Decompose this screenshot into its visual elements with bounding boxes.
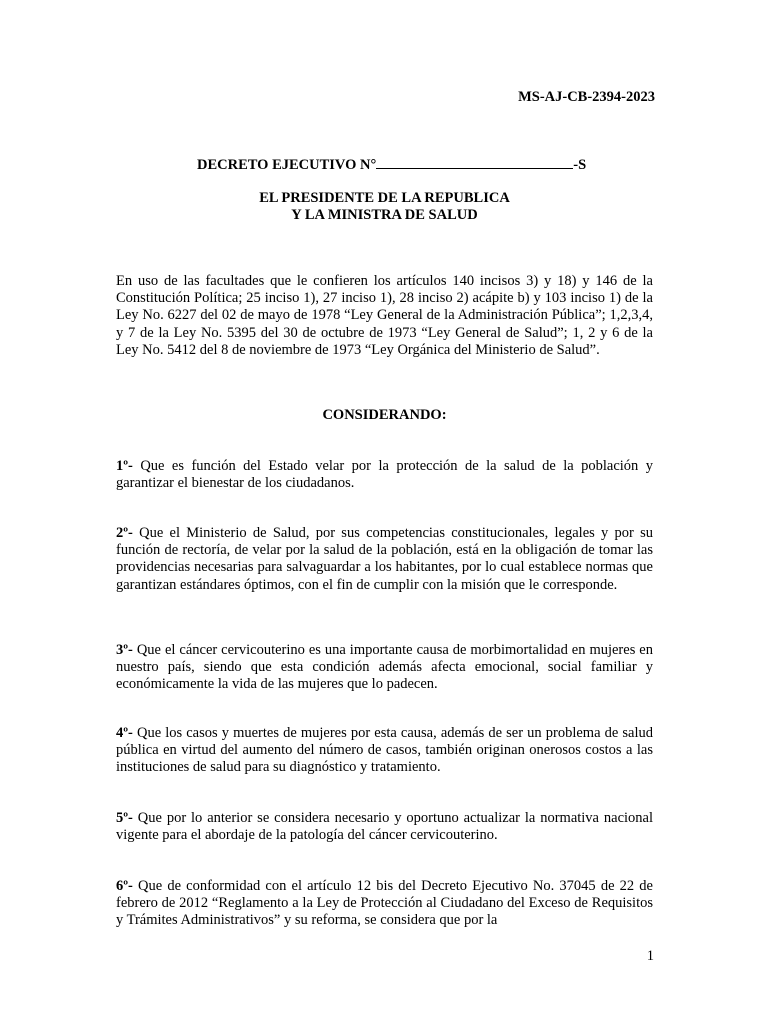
document-reference: MS-AJ-CB-2394-2023 bbox=[518, 89, 655, 105]
page-number: 1 bbox=[646, 948, 654, 964]
considerando-text: Que el Ministerio de Salud, por sus competencias constitucionales, legales y por su función de rectoría, de velar por la salud de la población, está en la obligación de tomar las providencias necesarias para salvaguardar a los habitantes, por lo cual establece normas que garantizan estándares óptimos, con el fin de cumplir con la misión que le corresponde. bbox=[116, 525, 653, 593]
considerando-number: 5º- bbox=[116, 810, 133, 826]
considerando-text: Que por lo anterior se considera necesario y oportuno actualizar la normativa nacional vigente para el abordaje de la patología del cáncer cervicouterino. bbox=[116, 810, 653, 844]
considerando-text: Que de conformidad con el artículo 12 bis del Decreto Ejecutivo No. 37045 de 22 de febrero de 2012 “Reglamento a la Ley de Protección al Ciudadano del Exceso de Requisitos y Trámites Administrativos” y su reforma, se considera que por la bbox=[116, 878, 653, 929]
considerando-text: Que los casos y muertes de mujeres por esta causa, además de ser un problema de salud pública en virtud del aumento del número de casos, también originan onerosos costos a las instituciones de salud para su diagnóstico y tratamiento. bbox=[116, 725, 653, 776]
considerando-number: 1º- bbox=[116, 458, 133, 474]
considerando-heading: CONSIDERANDO: bbox=[322, 407, 447, 423]
decree-number-line bbox=[197, 155, 586, 174]
considerando-item bbox=[116, 458, 653, 492]
considerando-number: 2º- bbox=[116, 525, 133, 541]
considerando-item bbox=[116, 878, 653, 930]
considerando-number: 3º- bbox=[116, 642, 133, 658]
considerando-item bbox=[116, 525, 653, 594]
decree-number-blank bbox=[376, 155, 573, 169]
considerando-text: Que es función del Estado velar por la protección de la salud de la población y garantizar el bienestar de los ciudadanos. bbox=[116, 458, 653, 492]
considerando-number: 4º- bbox=[116, 725, 133, 741]
decree-prefix: DECRETO EJECUTIVO N° bbox=[197, 157, 377, 173]
title-line-1: EL PRESIDENTE DE LA REPUBLICA bbox=[259, 190, 510, 206]
title-line-2: Y LA MINISTRA DE SALUD bbox=[291, 207, 478, 223]
considerando-item bbox=[116, 810, 653, 844]
considerando-item bbox=[116, 642, 653, 694]
preamble-paragraph: En uso de las facultades que le confieren los artículos 140 incisos 3) y 18) y 146 de la Constitución Política; 25 inciso 1), 27 inciso 1), 28 inciso 2) acápite b) y 103 inciso 1) de la Ley No. 6227 del 02 de mayo de 1978 “Ley General de la Administración Pública”; 1,2,3,4, y 7 de la Ley No. 5395 del 30 de octubre de 1973 “Ley General de Salud”; 1, 2 y 6 de la Ley No. 5412 del 8 de noviembre de 1973 “Ley Orgánica del Ministerio de Salud”. bbox=[116, 273, 653, 358]
considerando-text: Que el cáncer cervicouterino es una importante causa de morbimortalidad en mujeres en nuestro país, siendo que esta condición además afecta emocional, social familiar y económicamente la vida de las mujeres que lo padecen. bbox=[116, 642, 653, 693]
decree-suffix: -S bbox=[573, 157, 587, 173]
considerando-item bbox=[116, 725, 653, 777]
considerando-number: 6º- bbox=[116, 878, 133, 894]
